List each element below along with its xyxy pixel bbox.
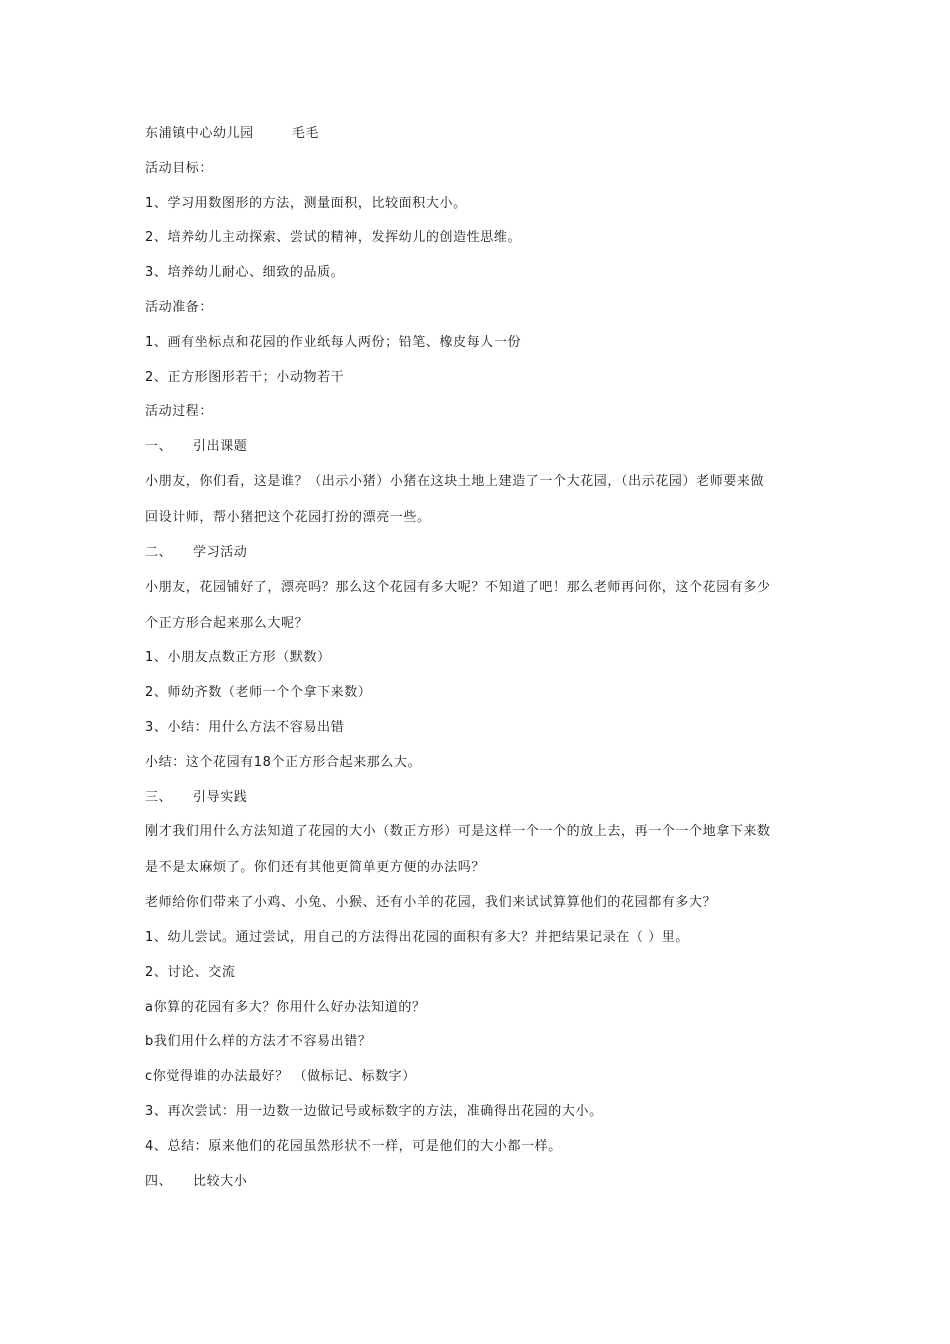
goal-item: 1、学习用数图形的方法，测量面积，比较面积大小。	[145, 195, 467, 211]
section-number: 一、	[145, 439, 173, 455]
list-item: 3、再次尝试：用一边数一边做记号或标数字的方法，准确得出花园的大小。	[145, 1103, 603, 1119]
list-item: a你算的花园有多大？你用什么好办法知道的？	[145, 999, 426, 1015]
school-name: 东浦镇中心幼儿园	[145, 126, 254, 141]
section-title: 引导实践	[193, 789, 248, 805]
section-number: 二、	[145, 544, 173, 560]
list-item: 1、小朋友点数正方形（默数）	[145, 650, 331, 666]
paragraph-line: 小朋友，你们看，这是谁？（出示小猪）小猪在这块土地上建造了一个大花园，（出示花园）老师要来做	[145, 473, 765, 489]
list-item: 1、幼儿尝试。通过尝试，用自己的方法得出花园的面积有多大？并把结果记录在（ ）里。	[145, 929, 690, 945]
section-heading-1	[145, 437, 815, 457]
preparation-item: 2、正方形图形若干；小动物若干	[145, 369, 345, 385]
list-item: 2、师幼齐数（老师一个个拿下来数）	[145, 685, 372, 701]
goal-item: 2、培养幼儿主动探索、尝试的精神，发挥幼儿的创造性思维。	[145, 230, 522, 246]
section-heading-2	[145, 543, 815, 563]
author-name: 毛毛	[291, 126, 320, 141]
preparation-item: 1、画有坐标点和花园的作业纸每人两份；铅笔、橡皮每人一份	[145, 334, 522, 350]
paragraph-line: 老师给你们带来了小鸡、小兔、小猴、还有小羊的花园，我们来试试算算他们的花园都有多大？	[145, 895, 717, 911]
header-line	[145, 124, 815, 144]
list-item: b我们用什么样的方法才不容易出错？	[145, 1034, 372, 1050]
summary-line: 小结：这个花园有18个正方形合起来那么大。	[145, 754, 422, 770]
list-item: 2、讨论、交流	[145, 964, 236, 980]
list-item: 4、总结：原来他们的花园虽然形状不一样，可是他们的大小都一样。	[145, 1138, 562, 1154]
paragraph-line: 是不是太麻烦了。你们还有其他更简单更方便的办法吗？	[145, 860, 486, 876]
section-title: 引出课题	[193, 439, 248, 455]
goal-item: 3、培养幼儿耐心、细致的品质。	[145, 265, 345, 281]
paragraph-line: 小朋友，花园铺好了，漂亮吗？那么这个花园有多大呢？不知道了吧！那么老师再问你，这个花园有多少	[145, 579, 771, 595]
goals-title: 活动目标：	[145, 160, 214, 176]
paragraph-line: 回设计师，帮小猪把这个花园打扮的漂亮一些。	[145, 509, 431, 525]
section-number: 三、	[145, 789, 173, 805]
section-title: 比较大小	[193, 1173, 248, 1189]
section-heading-4	[145, 1172, 815, 1192]
preparation-title: 活动准备：	[145, 299, 214, 315]
paragraph-line: 刚才我们用什么方法知道了花园的大小（数正方形）可是这样一个一个的放上去，再一个一个地拿下来数	[145, 824, 771, 840]
paragraph-line: 个正方形合起来那么大呢？	[145, 615, 309, 631]
list-item: c你觉得谁的办法最好？ （做标记、标数字）	[145, 1069, 416, 1085]
list-item: 3、小结：用什么方法不容易出错	[145, 719, 345, 735]
section-number: 四、	[145, 1173, 173, 1189]
section-heading-3	[145, 788, 815, 808]
section-title: 学习活动	[193, 544, 248, 560]
process-title: 活动过程：	[145, 404, 214, 420]
document-page	[145, 124, 815, 1206]
